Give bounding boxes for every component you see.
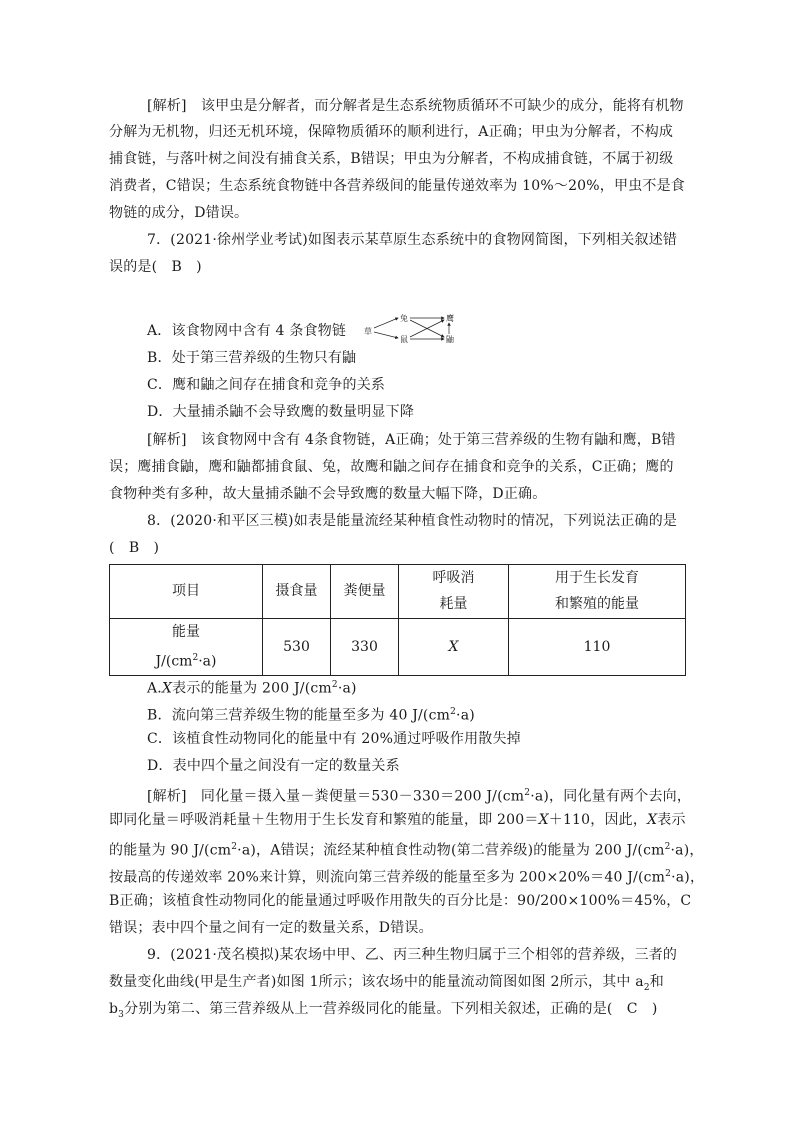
table-row (110, 618, 686, 675)
analysis-line: 按最高的传递效率 20%来计算，则流向第三营养级的能量至多为 200×20%＝40 $J/(cm^2\cdot a)$， (109, 869, 705, 886)
option-c: C．该植食性动物同化的能量中有 20%通过呼吸作用散失掉 (147, 731, 521, 747)
analysis-line: 捕食链，与落叶树之间没有捕食关系，B错误；甲虫为分解者，不构成捕食链，不属于初级 (109, 151, 674, 167)
node-eagle: 鹰 (446, 314, 454, 323)
option-b: B．流向第三营养级生物的能量至多为 40 $J/(cm^2\cdot a)$ (147, 707, 475, 724)
edge-grass-rabbit (374, 318, 398, 328)
header-item: 项目 (110, 565, 263, 619)
cell-growth: 110 (509, 618, 686, 675)
energy-table (109, 564, 686, 676)
cell-intake: 530 (263, 618, 331, 675)
node-grass: 草 (364, 327, 372, 336)
node-mouse: 鼠 (400, 335, 408, 344)
option-c: C．鹰和鼬之间存在捕食和竞争的关系 (147, 377, 386, 393)
header-growth: 用于生长发育 和繁殖的能量 (509, 565, 686, 619)
question-7-stem: 7．(2021·徐州学业考试)如图表示某草原生态系统中的食物网简图，下列相关叙述错 (147, 232, 678, 248)
analysis-line: 误；鹰捕食鼬，鹰和鼬都捕食鼠、兔，故鹰和鼬之间存在捕食和竞争的关系，C正确；鹰的 (109, 459, 674, 475)
question-7-stem: 误的是( B ) (109, 259, 202, 275)
cell-feces: 330 (331, 618, 399, 675)
node-rabbit: 兔 (400, 314, 408, 323)
question-9-stem: 数量变化曲线(甲是生产者)如图 1所示；该农场中的能量流动简图如图 2所示，其中 $a_2$和 (109, 974, 664, 993)
option-b: B．处于第三营养级的生物只有鼬 (147, 350, 357, 366)
analysis-line: 的能量为 90 $J/(cm^2\cdot a)$，A错误；流经某种植食性动物(第二营养级)的能量为 200 $J/(cm^2\cdot a)$， (109, 842, 704, 859)
option-d: D．表中四个量之间没有一定的数量关系 (147, 758, 400, 774)
node-weasel: 鼬 (446, 335, 454, 344)
analysis-line: [解析] 同化量＝摄入量－粪便量＝530－330＝200 $J/(cm^2\cdot a)$，同化量有两个去向， (147, 788, 692, 805)
table-header-row (110, 565, 686, 619)
question-9-stem: $b_3$分别为第二、第三营养级从上一营养级同化的能量。下列相关叙述，正确的是( C ) (109, 1001, 658, 1020)
analysis-line: 错误；表中四个量之间有一定的数量关系，D错误。 (109, 920, 433, 936)
header-feces: 粪便量 (331, 565, 399, 619)
cell-respiration: X (399, 618, 509, 675)
option-a: A.X表示的能量为 200 $J/(cm^2\cdot a)$ (147, 680, 357, 697)
question-9-stem: 9．(2021·茂名模拟)某农场中甲、乙、丙三种生物归属于三个相邻的营养级，三者的 (147, 947, 678, 963)
header-respiration: 呼吸消 耗量 (399, 565, 509, 619)
header-intake: 摄食量 (263, 565, 331, 619)
question-8-stem: ( B ) (109, 540, 160, 556)
option-d: D．大量捕杀鼬不会导致鹰的数量明显下降 (147, 404, 415, 420)
analysis-line: [解析] 该食物网中含有 4条食物链，A正确；处于第三营养级的生物有鼬和鹰，B错 (147, 432, 676, 448)
analysis-line: 分解为无机物，归还无机环境，保障物质循环的顺利进行，A正确；甲虫为分解者，不构成 (109, 124, 674, 140)
analysis-line: 消费者，C错误；生态系统食物链中各营养级间的能量传递效率为 10%～20%，甲虫不是食 (109, 178, 685, 194)
analysis-line: 食物种类有多种，故大量捕杀鼬不会导致鹰的数量大幅下降，D正确。 (109, 486, 547, 502)
row-label: 能量 $J/(cm^2\cdot a)$ (110, 618, 263, 675)
analysis-line: 物链的成分，D错误。 (109, 205, 249, 221)
edge-grass-mouse (374, 332, 398, 338)
analysis-line: B正确；该植食性动物同化的能量通过呼吸作用散失的百分比是：90/200×100%＝45%，C (109, 893, 692, 909)
analysis-line: [解析] 该甲虫是分解者，而分解者是生态系统物质循环不可缺少的成分，能将有机物 (147, 98, 684, 114)
food-web-diagram (362, 311, 462, 345)
analysis-line: 即同化量＝呼吸消耗量＋生物用于生长发育和繁殖的能量，即 200＝X＋110，因此，X表示 (109, 812, 686, 828)
question-8-stem: 8．(2020·和平区三模)如表是能量流经某种植食性动物时的情况，下列说法正确的是 (147, 513, 678, 529)
option-a: A．该食物网中含有 4 条食物链 (147, 323, 347, 339)
